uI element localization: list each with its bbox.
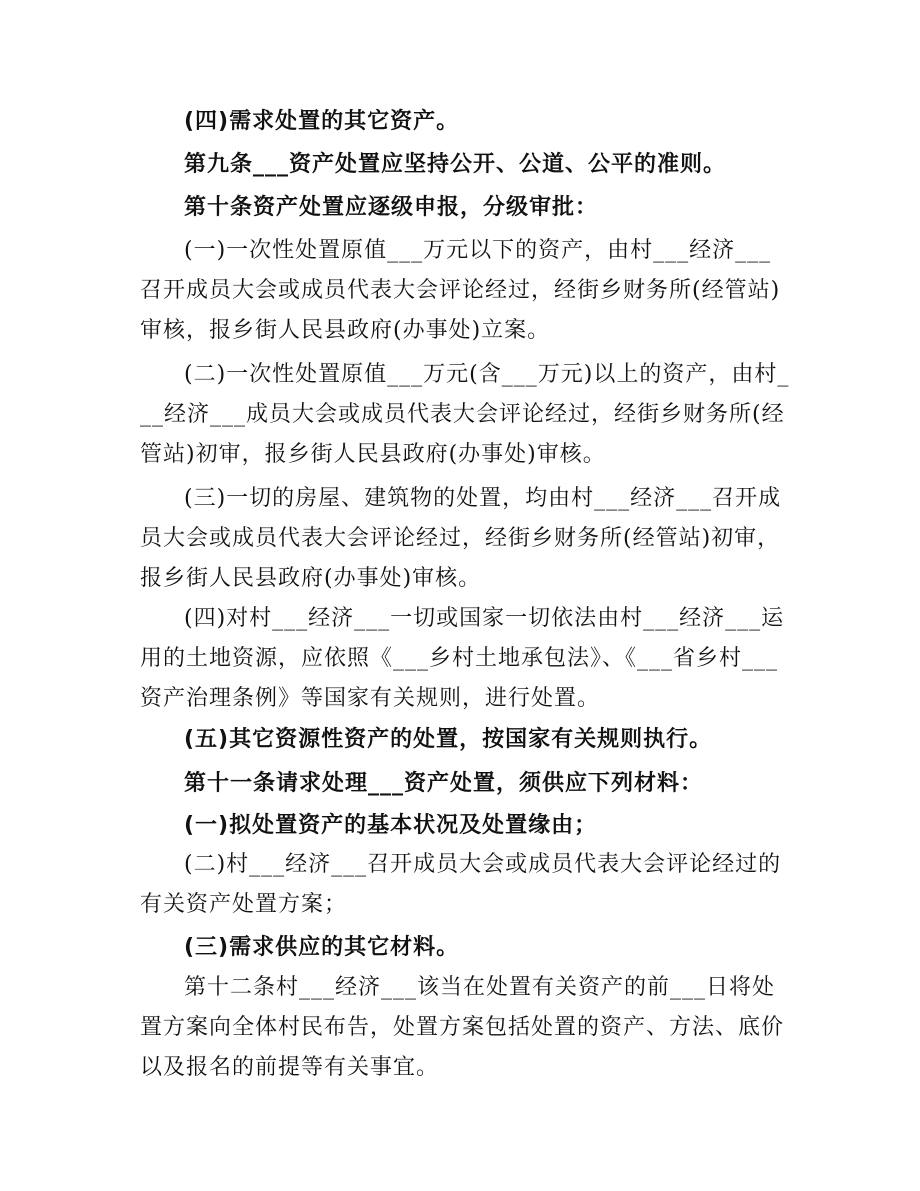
paragraph-material-2: (二)村___经济___召开成员大会或成员代表大会评论经过的有关资产处置方案； — [140, 852, 782, 917]
paragraph-item-3: (三)一切的房屋、建筑物的处置，均由村___经济___召开成员大会或成员代表大会评论经过，经街乡财务所(经管站)初审，报乡街人民县政府(办事处)审核。 — [140, 486, 782, 591]
paragraph-material-1: (一)拟处置资产的基本状况及处置缘由； — [184, 813, 598, 838]
paragraph-item-2: (二)一次性处置原值___万元(含___万元)以上的资产，由村___经济___成员大会或成员代表大会评论经过，经街乡财务所(经管站)初审，报乡街人民县政府(办事处)审核。 — [140, 362, 790, 467]
paragraph-item-4: (四)对村___经济___一切或国家一切依法由村___经济___运用的土地资源，应依照《___乡村土地承包法》、《___省乡村___资产治理条例》等国家有关规则，进行处置。 — [140, 606, 785, 711]
paragraph-article-9: 第九条___资产处置应坚持公开、公道、公平的准则。 — [184, 152, 727, 177]
paragraph-1: (四)需求处置的其它资产。 — [184, 109, 460, 134]
paragraph-article-11: 第十一条请求处理___资产处置，须供应下列材料： — [184, 771, 704, 796]
paragraph-article-12: 第十二条村___经济___该当在处置有关资产的前___日将处置方案向全体村民布告，处置方案包括处置的资产、方法、底价以及报名的前提等有关事宜。 — [140, 975, 785, 1080]
paragraph-material-3: (三)需求供应的其它材料。 — [184, 935, 460, 960]
paragraph-article-10: 第十条资产处置应逐级申报，分级审批： — [184, 195, 599, 220]
paragraph-item-5: (五)其它资源性资产的处置，按国家有关规则执行。 — [184, 727, 713, 752]
paragraph-item-1: (一)一次性处置原值___万元以下的资产，由村___经济___召开成员大会或成员代表大会评论经过，经街乡财务所(经管站)审核，报乡街人民县政府(办事处)立案。 — [140, 238, 781, 343]
